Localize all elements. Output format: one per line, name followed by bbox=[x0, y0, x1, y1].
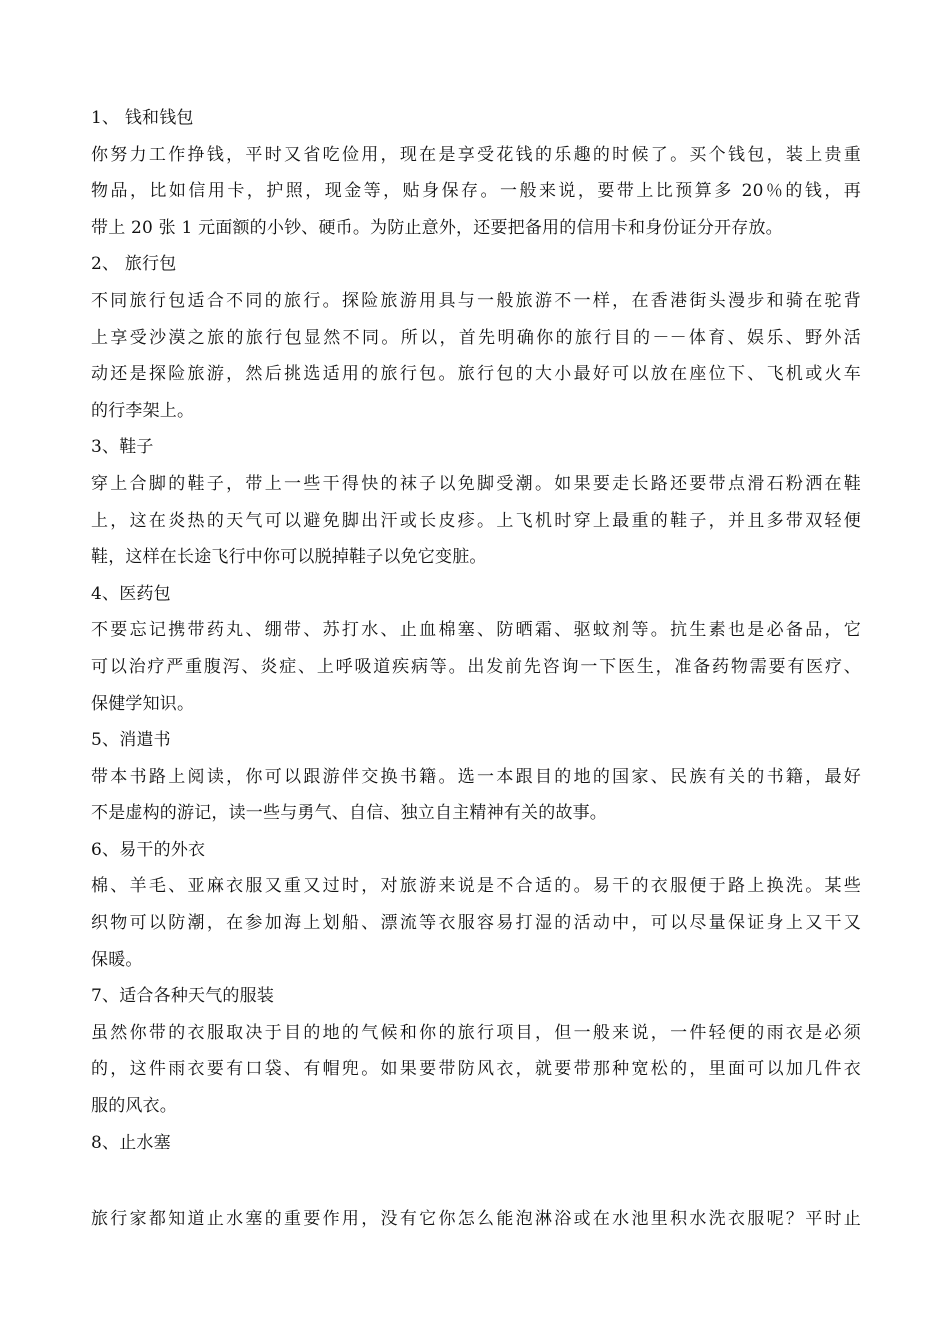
paragraph-line: 不是虚构的游记，读一些与勇气、自信、独立自主精神有关的故事。 bbox=[91, 803, 607, 824]
paragraph-line: 旅行家都知道止水塞的重要作用，没有它你怎么能泡淋浴或在水池里积水洗衣服呢？平时止 bbox=[91, 1209, 861, 1230]
section-heading-medicine-kit: 4、医药包 bbox=[91, 583, 171, 604]
paragraph-line: 服的风衣。 bbox=[91, 1096, 177, 1117]
paragraph-line: 不要忘记携带药丸、绷带、苏打水、止血棉塞、防晒霜、驱蚊剂等。抗生素也是必备品，它 bbox=[91, 620, 861, 641]
paragraph-line: 带上 20 张 1 元面额的小钞、硬币。为防止意外，还要把备用的信用卡和身份证分开存放。 bbox=[91, 217, 783, 238]
paragraph-gap bbox=[91, 1161, 861, 1201]
paragraph-line: 物品，比如信用卡，护照，现金等，贴身保存。一般来说，要带上比预算多 20％的钱，再 bbox=[91, 181, 861, 202]
section-heading-money-wallet: 1、 钱和钱包 bbox=[91, 108, 194, 128]
section-heading-travel-bag: 2、 旅行包 bbox=[91, 254, 177, 275]
section-heading-drain-stopper: 8、止水塞 bbox=[91, 1132, 171, 1153]
paragraph-line: 动还是探险旅游，然后挑选适用的旅行包。旅行包的大小最好可以放在座位下、飞机或火车 bbox=[91, 364, 861, 385]
paragraph-line: 鞋，这样在长途飞行中你可以脱掉鞋子以免它变脏。 bbox=[91, 547, 487, 568]
paragraph-line: 你努力工作挣钱，平时又省吃俭用，现在是享受花钱的乐趣的时候了。买个钱包，装上贵重 bbox=[91, 144, 861, 165]
section-heading-all-weather-clothing: 7、适合各种天气的服装 bbox=[91, 986, 275, 1007]
paragraph-line: 的行李架上。 bbox=[91, 400, 195, 421]
paragraph-line: 织物可以防潮，在参加海上划船、漂流等衣服容易打湿的活动中，可以尽量保证身上又干又 bbox=[91, 913, 861, 934]
paragraph-line: 穿上合脚的鞋子，带上一些干得快的袜子以免脚受潮。如果要走长路还要带点滑石粉洒在鞋 bbox=[91, 473, 861, 494]
document-body bbox=[91, 100, 861, 1238]
paragraph-line: 带本书路上阅读，你可以跟游伴交换书籍。选一本跟目的地的国家、民族有关的书籍，最好 bbox=[91, 766, 861, 787]
paragraph-line: 不同旅行包适合不同的旅行。探险旅游用具与一般旅游不一样，在香港街头漫步和骑在驼背 bbox=[91, 290, 861, 311]
paragraph-line: 虽然你带的衣服取决于目的地的气候和你的旅行项目，但一般来说，一件轻便的雨衣是必须 bbox=[91, 1022, 861, 1043]
paragraph-line: 棉、羊毛、亚麻衣服又重又过时，对旅游来说是不合适的。易干的衣服便于路上换洗。某些 bbox=[91, 876, 861, 897]
paragraph-line: 保暖。 bbox=[91, 949, 143, 970]
paragraph-line: 上享受沙漠之旅的旅行包显然不同。所以，首先明确你的旅行目的－－体育、娱乐、野外活 bbox=[91, 327, 861, 348]
paragraph-line: 的，这件雨衣要有口袋、有帽兜。如果要带防风衣，就要带那种宽松的，里面可以加几件衣 bbox=[91, 1059, 861, 1080]
section-heading-shoes: 3、鞋子 bbox=[91, 437, 154, 458]
paragraph-line: 上，这在炎热的天气可以避免脚出汗或长皮疹。上飞机时穿上最重的鞋子，并且多带双轻便 bbox=[91, 510, 861, 531]
paragraph-line: 可以治疗严重腹泻、炎症、上呼吸道疾病等。出发前先咨询一下医生，准备药物需要有医疗、 bbox=[91, 656, 861, 677]
paragraph-line: 保健学知识。 bbox=[91, 693, 195, 714]
section-heading-leisure-book: 5、消遣书 bbox=[91, 730, 171, 751]
section-heading-quick-dry-coat: 6、易干的外衣 bbox=[91, 839, 206, 860]
